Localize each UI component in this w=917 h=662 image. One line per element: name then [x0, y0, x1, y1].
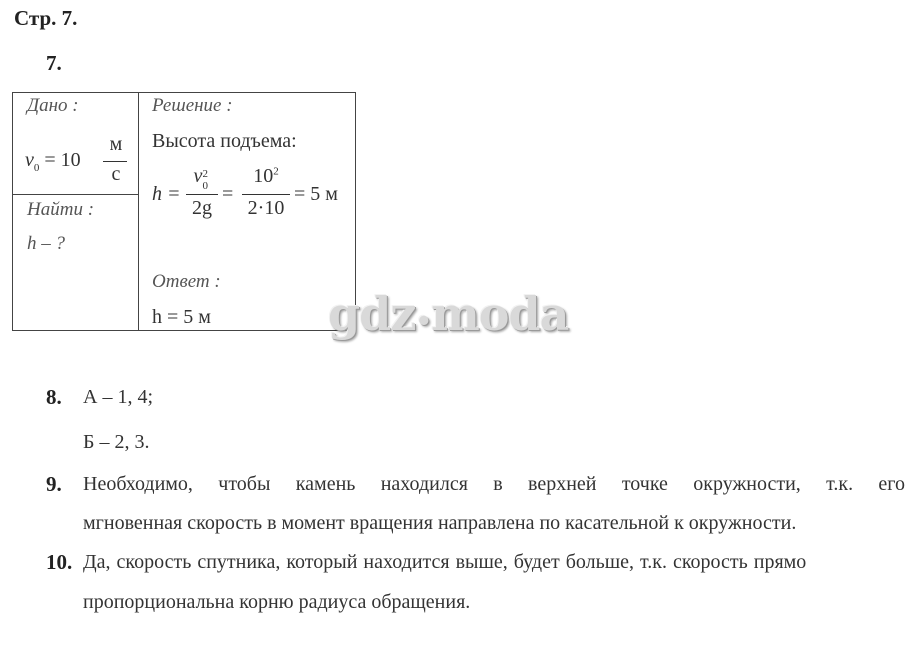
problem-9-number: 9. [46, 472, 62, 496]
formula-fraction-1-numerator [187, 165, 217, 192]
formula-result: = 5 м [294, 183, 338, 205]
solution-table [12, 92, 356, 331]
problem-8-number: 8. [46, 385, 62, 409]
problem-10-number: 10. [46, 550, 73, 574]
formula-fraction-1-bar [186, 194, 218, 195]
given-unit-fraction-bar [103, 161, 127, 162]
table-horizontal-divider [13, 194, 139, 195]
formula-lhs: h = [152, 183, 181, 205]
solution-label: Решение : [152, 95, 233, 116]
given-label: Дано : [27, 95, 79, 116]
watermark-logo: gdz•moda [328, 287, 569, 341]
problem-8-line-2: Б – 2, 3. [83, 431, 150, 453]
find-expression: h – ? [27, 233, 65, 254]
formula-v: v [193, 165, 203, 187]
given-expression [25, 149, 81, 174]
find-label: Найти : [27, 199, 95, 220]
given-variable: v [25, 149, 34, 171]
problem-7-number: 7. [46, 51, 62, 75]
problem-9-line-1: Необходимо, чтобы камень находился в верхней точке окружности, т.к. его [83, 473, 905, 495]
formula-fraction-2-numerator [243, 165, 289, 188]
problem-10-line-2: пропорциональна корню радиуса обращения. [83, 591, 471, 613]
formula-v-superscript: 2 [202, 168, 208, 180]
problem-10-line-1: Да, скорость спутника, который находится выше, будет больше, т.к. скорость прямо [83, 551, 807, 573]
given-subscript: 0 [33, 162, 40, 174]
table-vertical-divider [138, 93, 139, 330]
formula-equals-1: = [222, 183, 234, 205]
formula-fraction-2-bar [242, 194, 290, 195]
given-unit-numerator: м [109, 133, 123, 155]
formula-ten-superscript: 2 [273, 165, 279, 178]
problem-8-line-1: А – 1, 4; [83, 386, 153, 408]
given-equals-value: = 10 [44, 149, 81, 171]
formula-ten: 10 [253, 165, 274, 187]
solution-line-1: Высота подъема: [152, 130, 297, 152]
page-number-header: Стр. 7. [14, 6, 78, 30]
formula-fraction-2-denominator: 2·10 [247, 197, 285, 219]
given-unit-denominator: с [111, 163, 121, 185]
answer-label: Ответ : [152, 271, 221, 292]
formula-v-subscript: 0 [202, 180, 208, 192]
formula-fraction-1-denominator: 2g [192, 197, 212, 219]
answer-value: h = 5 м [152, 306, 211, 328]
problem-9-line-2: мгновенная скорость в момент вращения направлена по касательной к окружности. [83, 512, 797, 534]
